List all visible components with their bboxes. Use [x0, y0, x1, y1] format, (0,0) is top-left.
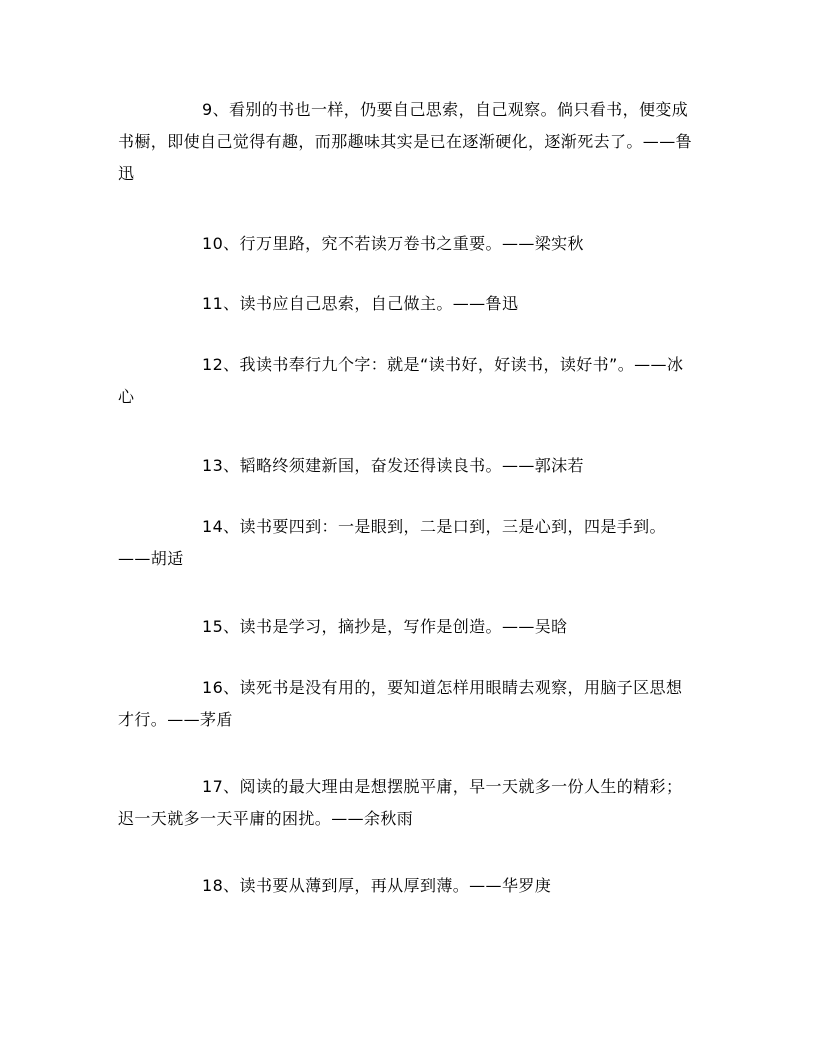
quote-paragraph-13: 13、韬略终须建新国，奋发还得读良书。——郭沫若	[202, 456, 584, 475]
quote-paragraph-16: 16、读死书是没有用的，要知道怎样用眼睛去观察，用脑子区思想才行。——茅盾	[118, 678, 683, 729]
quote-paragraph-17: 17、阅读的最大理由是想摆脱平庸，早一天就多一份人生的精彩；迟一天就多一天平庸的困扰。——余秋雨	[118, 777, 683, 828]
quote-paragraph-12: 12、我读书奉行九个字：就是“读书好，好读书，读好书”。——冰心	[118, 355, 684, 406]
quote-paragraph-9: 9、看别的书也一样，仍要自己思索，自己观察。倘只看书，便变成书橱，即使自己觉得有趣，而那趣味其实是已在逐渐硬化，逐渐死去了。——鲁迅	[118, 100, 693, 183]
quote-paragraph-11: 11、读书应自己思索，自己做主。——鲁迅	[202, 294, 519, 313]
quote-paragraph-14: 14、读书要四到：一是眼到，二是口到，三是心到，四是手到。——胡适	[118, 517, 666, 568]
quote-paragraph-18: 18、读书要从薄到厚，再从厚到薄。——华罗庚	[202, 876, 552, 895]
quote-paragraph-15: 15、读书是学习，摘抄是，写作是创造。——吴晗	[202, 617, 568, 636]
quote-paragraph-10: 10、行万里路，究不若读万卷书之重要。——梁实秋	[202, 234, 584, 253]
